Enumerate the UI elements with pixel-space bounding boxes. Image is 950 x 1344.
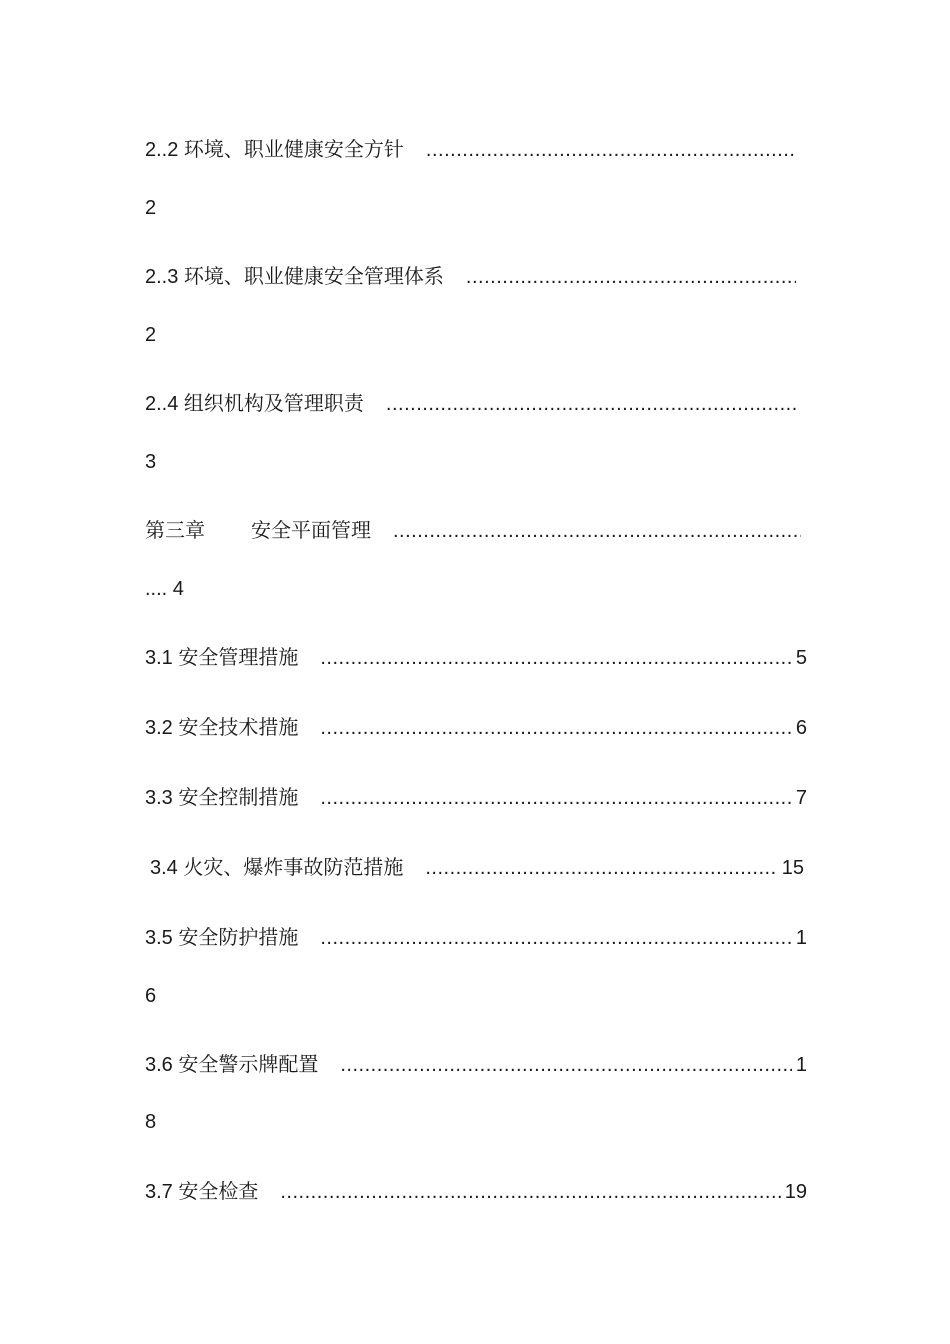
toc-entry-3-7[interactable]: [145, 1179, 807, 1205]
toc-entry-3-1[interactable]: [145, 645, 807, 671]
toc-entry-page: 6: [145, 985, 157, 1007]
toc-entry-title: 3.4 火灾、爆炸事故防范措施: [150, 857, 404, 879]
toc-entry-title: 3.5 安全防护措施: [145, 927, 299, 949]
toc-entry-title: 3.7 安全检查: [145, 1181, 259, 1203]
toc-entry-page: 19: [784, 1181, 807, 1203]
toc-entry-title: 3.1 安全管理措施: [145, 647, 299, 669]
toc-leader: [340, 1052, 792, 1078]
toc-entry-page: 5: [795, 647, 807, 669]
toc-entry-title: 3.6 安全警示牌配置: [145, 1054, 319, 1076]
toc-entry-page: 7: [795, 787, 807, 809]
toc-entry-page: .... 4: [145, 578, 184, 600]
toc-entry-page: 1: [795, 927, 807, 949]
toc-leader: [393, 518, 801, 544]
toc-entry-title: 3.3 安全控制措施: [145, 787, 299, 809]
toc-entry-title: 2..4 组织机构及管理职责: [145, 393, 364, 415]
toc-entry-3-5[interactable]: [145, 925, 807, 951]
toc-entry-page: 8: [145, 1111, 157, 1133]
toc-leader: [386, 391, 796, 417]
toc-leader: [466, 264, 796, 290]
toc-entry-page: 15: [781, 857, 804, 879]
toc-entry-page: 6: [795, 717, 807, 739]
toc-entry-title: 3.2 安全技术措施: [145, 717, 299, 739]
toc-chapter-label: 第三章: [145, 520, 205, 542]
toc-entry-3-4[interactable]: [150, 855, 804, 881]
toc-entry-title: 2..2 环境、职业健康安全方针: [145, 139, 404, 161]
toc-entry-page: 1: [795, 1054, 807, 1076]
toc-leader: [320, 925, 792, 951]
toc-entry-2-3[interactable]: [145, 264, 800, 290]
toc-leader: [425, 855, 777, 881]
toc-leader: [320, 715, 792, 741]
toc-entry-2-4[interactable]: [145, 391, 800, 417]
toc-entry-title: 安全平面管理: [251, 520, 371, 542]
toc-entry-chapter-3[interactable]: [145, 518, 805, 544]
toc-entry-page: 2: [145, 197, 157, 219]
toc-entry-page: 3: [145, 451, 157, 473]
toc-leader: [320, 785, 792, 811]
toc-entry-title: 2..3 环境、职业健康安全管理体系: [145, 266, 444, 288]
toc-entry-3-6[interactable]: [145, 1052, 807, 1078]
toc-entry-2-2[interactable]: [145, 137, 800, 163]
toc-leader: [320, 645, 792, 671]
toc-entry-page: 2: [145, 324, 157, 346]
toc-leader: [280, 1179, 780, 1205]
toc-entry-3-3[interactable]: [145, 785, 807, 811]
toc-entry-3-2[interactable]: [145, 715, 807, 741]
toc-leader: [426, 137, 796, 163]
